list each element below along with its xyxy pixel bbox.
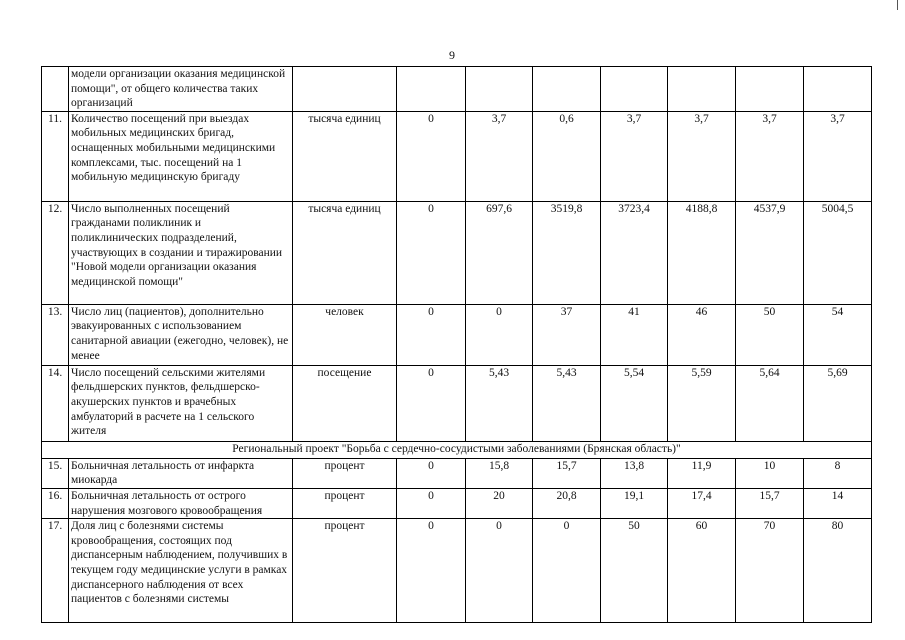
value-cell: 3,7	[466, 111, 533, 201]
value-cell: 3,7	[668, 111, 736, 201]
table-row	[42, 67, 872, 112]
value-cell: 20,8	[533, 488, 601, 518]
indicator-name: Больничная летальность от инфаркта миокарда	[69, 458, 293, 488]
unit-cell: процент	[293, 519, 397, 623]
value-cell: 50	[736, 304, 804, 365]
value-cell: 0,6	[533, 111, 601, 201]
value-cell: 5,43	[533, 365, 601, 441]
value-cell: 3723,4	[601, 201, 668, 304]
indicator-name: Доля лиц с болезнями системы кровообращения, состоящих под диспансерным наблюдением, получивших в текущем году медицинские услуги в рамках диспансерного наблюдения от всех пациентов с болезнями системы	[69, 519, 293, 623]
indicator-name: модели организации оказания медицинской помощи", от общего количества таких организаций	[69, 67, 293, 112]
value-cell: 15,8	[466, 458, 533, 488]
unit-cell: процент	[293, 458, 397, 488]
value-cell	[601, 67, 668, 112]
table-row	[42, 111, 872, 201]
unit-cell: тысяча единиц	[293, 201, 397, 304]
page-number: 9	[449, 48, 455, 62]
table-row	[42, 201, 872, 304]
value-cell: 3519,8	[533, 201, 601, 304]
table-row	[42, 458, 872, 488]
value-cell: 14	[804, 488, 872, 518]
unit-cell: процент	[293, 488, 397, 518]
section-row	[42, 441, 872, 458]
indicator-name: Число лиц (пациентов), дополнительно эвакуированных с использованием санитарной авиации (ежегодно, человек), не менее	[69, 304, 293, 365]
indicator-name: Число выполненных посещений гражданами поликлиник и поликлинических подразделений, участвующих в создании и тиражировании "Новой модели организации оказания медицинской помощи"	[69, 201, 293, 304]
value-cell: 5004,5	[804, 201, 872, 304]
row-number: 14.	[42, 365, 69, 441]
row-number: 16.	[42, 488, 69, 518]
value-cell: 80	[804, 519, 872, 623]
value-cell: 0	[533, 519, 601, 623]
value-cell: 4537,9	[736, 201, 804, 304]
value-cell: 3,7	[804, 111, 872, 201]
value-cell: 5,54	[601, 365, 668, 441]
value-cell: 17,4	[668, 488, 736, 518]
value-cell: 10	[736, 458, 804, 488]
value-cell: 41	[601, 304, 668, 365]
value-cell: 15,7	[533, 458, 601, 488]
value-cell: 46	[668, 304, 736, 365]
section-title: Региональный проект "Борьба с сердечно-сосудистыми заболеваниями (Брянская область)"	[42, 441, 872, 458]
unit-cell	[293, 67, 397, 112]
indicator-name: Больничная летальность от острого нарушения мозгового кровообращения	[69, 488, 293, 518]
value-cell: 0	[397, 201, 466, 304]
value-cell: 5,59	[668, 365, 736, 441]
value-cell: 5,64	[736, 365, 804, 441]
value-cell: 60	[668, 519, 736, 623]
value-cell	[533, 67, 601, 112]
value-cell: 54	[804, 304, 872, 365]
indicators-table	[41, 66, 872, 623]
value-cell: 15,7	[736, 488, 804, 518]
table-row	[42, 519, 872, 623]
value-cell: 13,8	[601, 458, 668, 488]
table-row	[42, 304, 872, 365]
value-cell: 0	[397, 458, 466, 488]
value-cell: 0	[466, 519, 533, 623]
value-cell: 0	[397, 304, 466, 365]
row-number: 12.	[42, 201, 69, 304]
unit-cell: посещение	[293, 365, 397, 441]
unit-cell: тысяча единиц	[293, 111, 397, 201]
value-cell: 19,1	[601, 488, 668, 518]
value-cell: 5,43	[466, 365, 533, 441]
value-cell: 37	[533, 304, 601, 365]
table-row	[42, 488, 872, 518]
value-cell: 0	[397, 519, 466, 623]
row-number: 17.	[42, 519, 69, 623]
value-cell: 0	[397, 488, 466, 518]
indicator-name: Количество посещений при выездах мобильных медицинских бригад, оснащенных мобильными медицинскими комплексами, тыс. посещений на 1 мобильную медицинскую бригаду	[69, 111, 293, 201]
value-cell: 50	[601, 519, 668, 623]
value-cell: 4188,8	[668, 201, 736, 304]
indicator-name: Число посещений сельскими жителями фельдшерских пунктов, фельдшерско-акушерских пунктов и врачебных амбулаторий в расчете на 1 сельского жителя	[69, 365, 293, 441]
value-cell: 3,7	[736, 111, 804, 201]
value-cell: 5,69	[804, 365, 872, 441]
row-number: 15.	[42, 458, 69, 488]
value-cell	[397, 67, 466, 112]
value-cell: 0	[397, 111, 466, 201]
row-number	[42, 67, 69, 112]
row-number: 11.	[42, 111, 69, 201]
value-cell	[736, 67, 804, 112]
page-edge-mark	[897, 0, 898, 10]
value-cell: 3,7	[601, 111, 668, 201]
value-cell: 0	[466, 304, 533, 365]
value-cell: 8	[804, 458, 872, 488]
value-cell: 70	[736, 519, 804, 623]
value-cell: 20	[466, 488, 533, 518]
value-cell: 697,6	[466, 201, 533, 304]
value-cell: 11,9	[668, 458, 736, 488]
value-cell	[466, 67, 533, 112]
value-cell	[668, 67, 736, 112]
value-cell	[804, 67, 872, 112]
table-row	[42, 365, 872, 441]
row-number: 13.	[42, 304, 69, 365]
value-cell: 0	[397, 365, 466, 441]
unit-cell: человек	[293, 304, 397, 365]
